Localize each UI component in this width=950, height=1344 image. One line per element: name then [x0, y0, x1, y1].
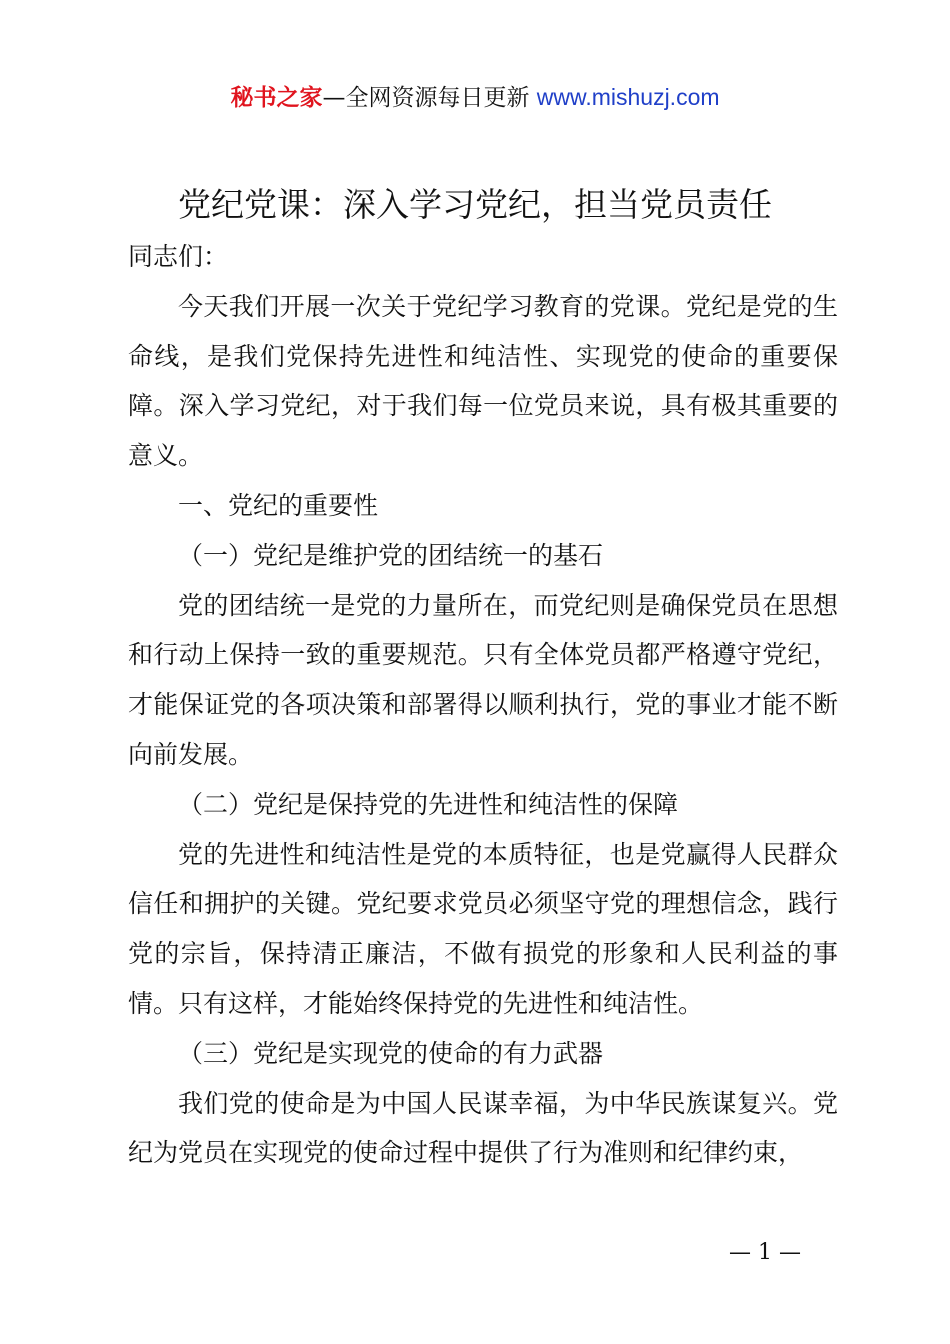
site-header [0, 80, 950, 115]
brand-name: 秘书之家 [230, 85, 323, 111]
salutation: 同志们： [128, 242, 229, 271]
site-url-link[interactable]: www.mishuzj.com [536, 84, 720, 110]
subsection-paragraph-1: 党的团结统一是党的力量所在，而党纪则是确保党员在思想和行动上保持一致的重要规范。只有全体党员都严格遵守党纪，才能保证党的各项决策和部署得以顺利执行，党的事业才能不断向前发展。 [128, 590, 838, 769]
subsection-heading-1: （一）党纪是维护党的团结统一的基石 [178, 540, 604, 570]
document-body [128, 232, 838, 1178]
subsection-heading-3: （三）党纪是实现党的使命的有力武器 [178, 1038, 604, 1068]
subsection-paragraph-2: 党的先进性和纯洁性是党的本质特征，也是党赢得人民群众信任和拥护的关键。党纪要求党员必须坚守党的理想信念，践行党的宗旨，保持清正廉洁，不做有损党的形象和人民利益的事情。只有这样，才能始终保持党的先进性和纯洁性。 [128, 839, 838, 1018]
subsection-heading-2: （二）党纪是保持党的先进性和纯洁性的保障 [178, 789, 679, 819]
subsection-paragraph-3: 我们党的使命是为中国人民谋幸福，为中华民族谋复兴。党纪为党员在实现党的使命过程中提供了行为准则和纪律约束， [128, 1088, 838, 1168]
intro-paragraph: 今天我们开展一次关于党纪学习教育的党课。党纪是党的生命线，是我们党保持先进性和纯洁性、实现党的使命的重要保障。深入学习党纪，对于我们每一位党员来说，具有极其重要的意义。 [128, 291, 838, 471]
document-title: 党纪党课：深入学习党纪，担当党员责任 [178, 185, 772, 224]
page-number: — 1 — [729, 1240, 801, 1265]
section-heading-1: 一、党纪的重要性 [178, 490, 379, 520]
header-slogan: —全网资源每日更新 [322, 85, 530, 111]
